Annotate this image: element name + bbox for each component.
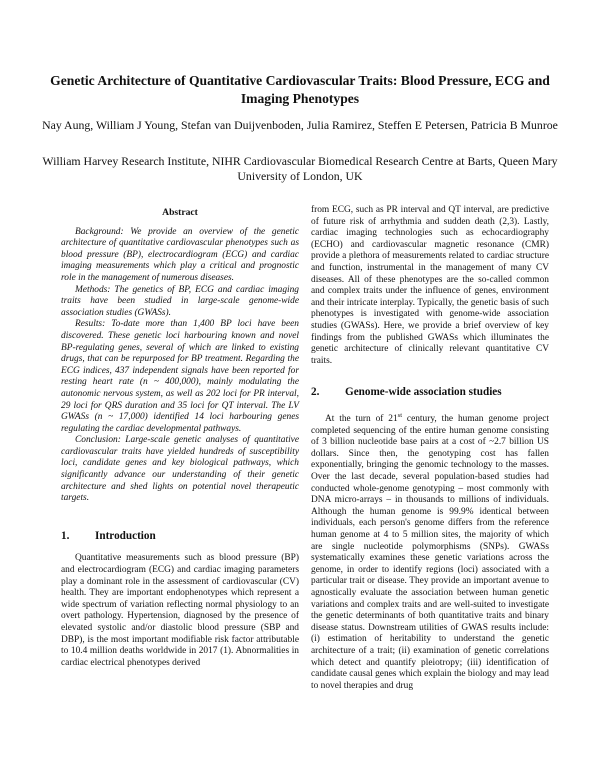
abstract-background: Background: We provide an overview of the genetic architecture of quantitative cardiovascular phenotypes such as blood pressure (BP), electrocardiogram (ECG) and cardiac imaging measurements which play a critical and prognostic role in the management of numerous diseases. — [61, 226, 299, 283]
section-2-number: 2. — [311, 386, 320, 399]
paper-title: Genetic Architecture of Quantitative Cardiovascular Traits: Blood Pressure, ECG and Imaging Phenotypes — [50, 73, 550, 106]
author-list: Nay Aung, William J Young, Stefan van Duijvenboden, Julia Ramirez, Steffen E Petersen, Patricia B Munroe — [42, 118, 558, 132]
abstract — [61, 207, 299, 505]
abstract-heading: Abstract — [162, 207, 198, 218]
gwas-paragraph-start: At the turn of 21 — [325, 414, 398, 425]
section-2-title: Genome-wide association studies — [345, 386, 502, 399]
section-2-heading — [311, 387, 549, 399]
ordinal-suffix: st — [397, 411, 403, 419]
left-column — [61, 207, 299, 669]
gwas-paragraph — [311, 410, 549, 692]
section-1-number: 1. — [61, 529, 70, 542]
gwas-paragraph-rest: century, the human genome project completed sequencing of the entire human genome consisting of 3 billion nucleotide base pairs at a cost of ~2.7 billion US dollars. Since then, the genotyping cost has fallen exponentially, bringing the genomic technology to the masses. Over the last decade, several population-based studies had conducted whole-genome genotyping – most commonly with DNA micro-arrays – in thousands to millions of individuals. Although the human genome is 99.9% identical between individuals, each person's genome differs from the reference human genome at 4 to 5 million sites, the majority of which are single nucleotide polymorphisms (SNPs). GWASs systematically examines these genetic variations across the genome, in order to identify regions (loci) associated with a particular trait or disease. They provide an important avenue to agnostically evaluate the association between human genetic variations and complex traits and are well-suited to investigate the genetic determinants of both quantitative traits and binary disease status. Downstream utilities of GWAS results include: (i) estimation of heritability to understand the genetic architecture of a trait; (ii) examination of genetic correlations which detect and quantify pleiotropy; (iii) identification of candidate causal genes which explain the biology and may lead to novel therapies and drug — [311, 414, 549, 691]
introduction-paragraph-continued: from ECG, such as PR interval and QT interval, are predictive of future risk of arrhythmia and sudden death (2,3). Lastly, cardiac imaging technologies such as echocardiography (ECHO) and cardiovascular magnetic resonance (CMR) provide a plethora of measurements related to cardiac structure and function, instrumental in the management of many CV diseases. All of these phenotypes are the so-called common and complex traits under the influence of genes, environment and their intricate interplay. Typically, the genetic basis of such phenotypes is investigated with genome-wide association studies (GWASs). Here, we provide a brief overview of key findings from the published GWASs which illuminates the genetic architecture of clinically relevant quantitative CV traits. — [311, 205, 549, 366]
section-1-heading — [61, 531, 299, 543]
section-1-title: Introduction — [95, 529, 156, 542]
affiliation: William Harvey Research Institute, NIHR Cardiovascular Biomedical Research Centre at Barts, Queen Mary University of London, UK — [42, 154, 558, 183]
abstract-methods: Methods: The genetics of BP, ECG and cardiac imaging traits have been studied in large-scale genome-wide association studies (GWASs). — [61, 284, 299, 318]
right-column — [311, 205, 549, 692]
abstract-conclusion: Conclusion: Large-scale genetic analyses of quantitative cardiovascular traits have yielded hundreds of susceptibility loci, candidate genes and key biological pathways, which significantly advance our understanding of their genetic architecture and shed lights on potential novel therapeutic targets. — [61, 435, 299, 504]
introduction-paragraph: Quantitative measurements such as blood pressure (BP) and electrocardiogram (ECG) and cardiac imaging parameters play a dominant role in the assessment of cardiovascular (CV) health. They are important endophenotypes which represent a wide spectrum of variation reflecting normal physiology to an overt pathology. Hypertension, diagnosed by the presence of elevated systolic and/or diastolic blood pressure (SBP and DBP), is the most important modifiable risk factor attributable to 10.4 million deaths worldwide in 2017 (1). Abnormalities in cardiac electrical phenotypes derived — [61, 553, 299, 668]
abstract-results: Results: To-date more than 1,400 BP loci have been discovered. These genetic loci harbouring known and novel BP-regulating genes, several of which are linked to existing drugs, that can be repurposed for BP treatment. Regarding the ECG indices, 437 independent signals have been reported for resting heart rate (n ~ 400,000), mainly modulating the autonomic nervous system, as well as 202 loci for PR interval, 29 loci for QRS duration and 35 loci for QT interval. The LV GWASs (n ~ 17,000) identified 14 loci harbouring genes regulating the cardiac developmental pathways. — [61, 319, 299, 434]
